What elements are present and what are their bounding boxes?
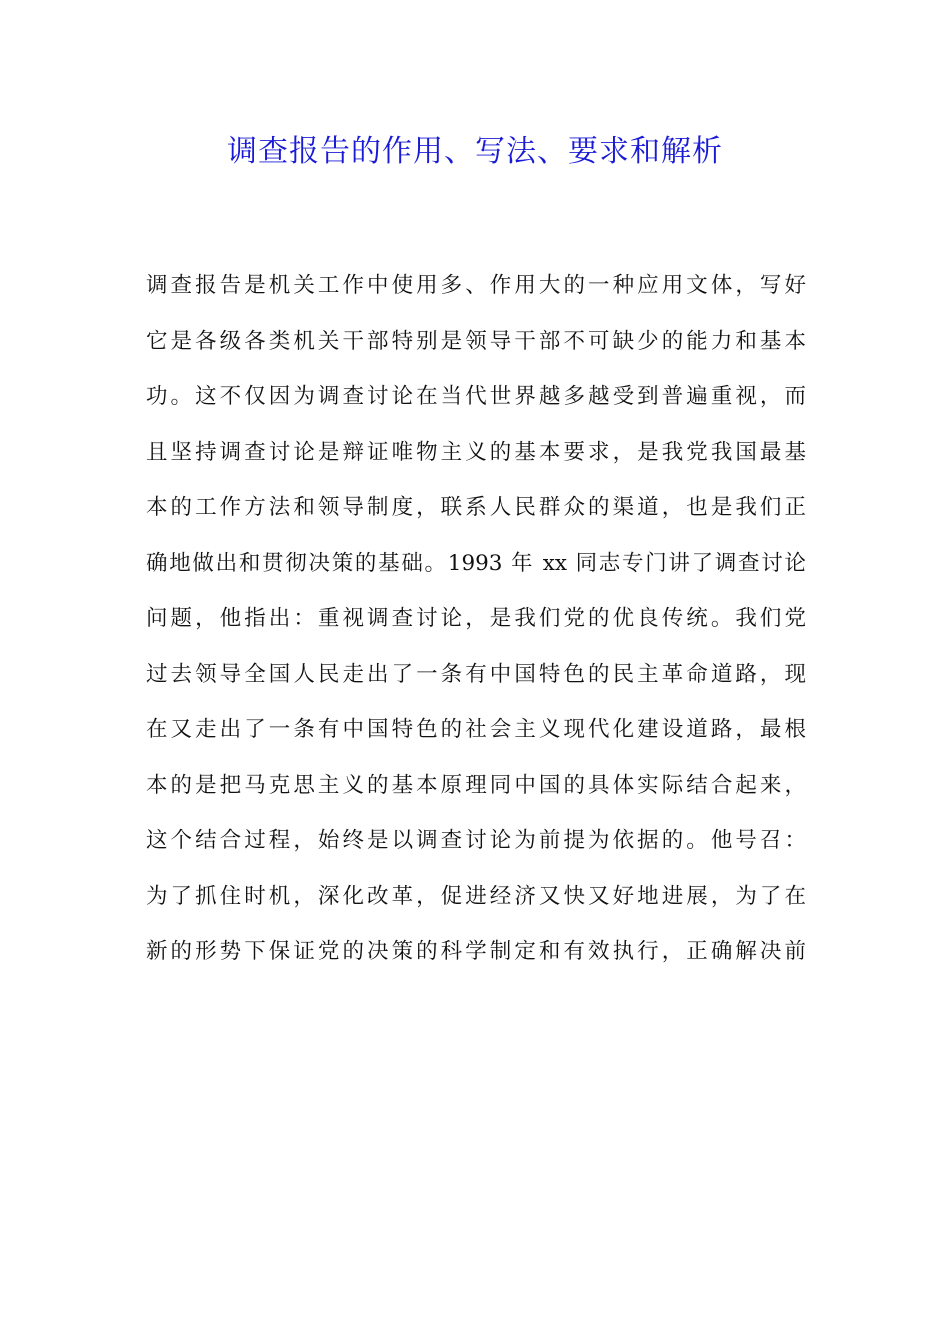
body-line: 且坚持调查讨论是辩证唯物主义的基本要求，是我党我国最基 xyxy=(146,439,806,465)
body-line: 本的工作方法和领导制度，联系人民群众的渠道，也是我们正 xyxy=(146,495,806,520)
body-line: 本的是把马克思主义的基本原理同中国的具体实际结合起来， xyxy=(146,772,806,798)
body-line: 问题，他指出：重视调查讨论，是我们党的优良传统。我们党 xyxy=(146,606,806,631)
body-line: 功。这不仅因为调查讨论在当代世界越多越受到普遍重视，而 xyxy=(146,384,806,409)
document-body xyxy=(146,258,806,980)
body-line: 过去领导全国人民走出了一条有中国特色的民主革命道路，现 xyxy=(146,661,806,687)
body-line: 在又走出了一条有中国特色的社会主义现代化建设道路，最根 xyxy=(146,717,806,742)
document-title: 调查报告的作用、写法、要求和解析 xyxy=(227,134,723,169)
body-line: 调查报告是机关工作中使用多、作用大的一种应用文体，写好 xyxy=(146,273,806,298)
body-line: 这个结合过程，始终是以调查讨论为前提为依据的。他号召： xyxy=(146,828,806,853)
body-line: 它是各级各类机关干部特别是领导干部不可缺少的能力和基本 xyxy=(146,328,806,354)
body-line: 为了抓住时机，深化改革，促进经济又快又好地进展，为了在 xyxy=(146,883,806,909)
body-line: 确地做出和贯彻决策的基础。1993 年 xx 同志专门讲了调查讨论 xyxy=(146,550,806,576)
body-line: 新的形势下保证党的决策的科学制定和有效执行，正确解决前 xyxy=(146,939,806,964)
